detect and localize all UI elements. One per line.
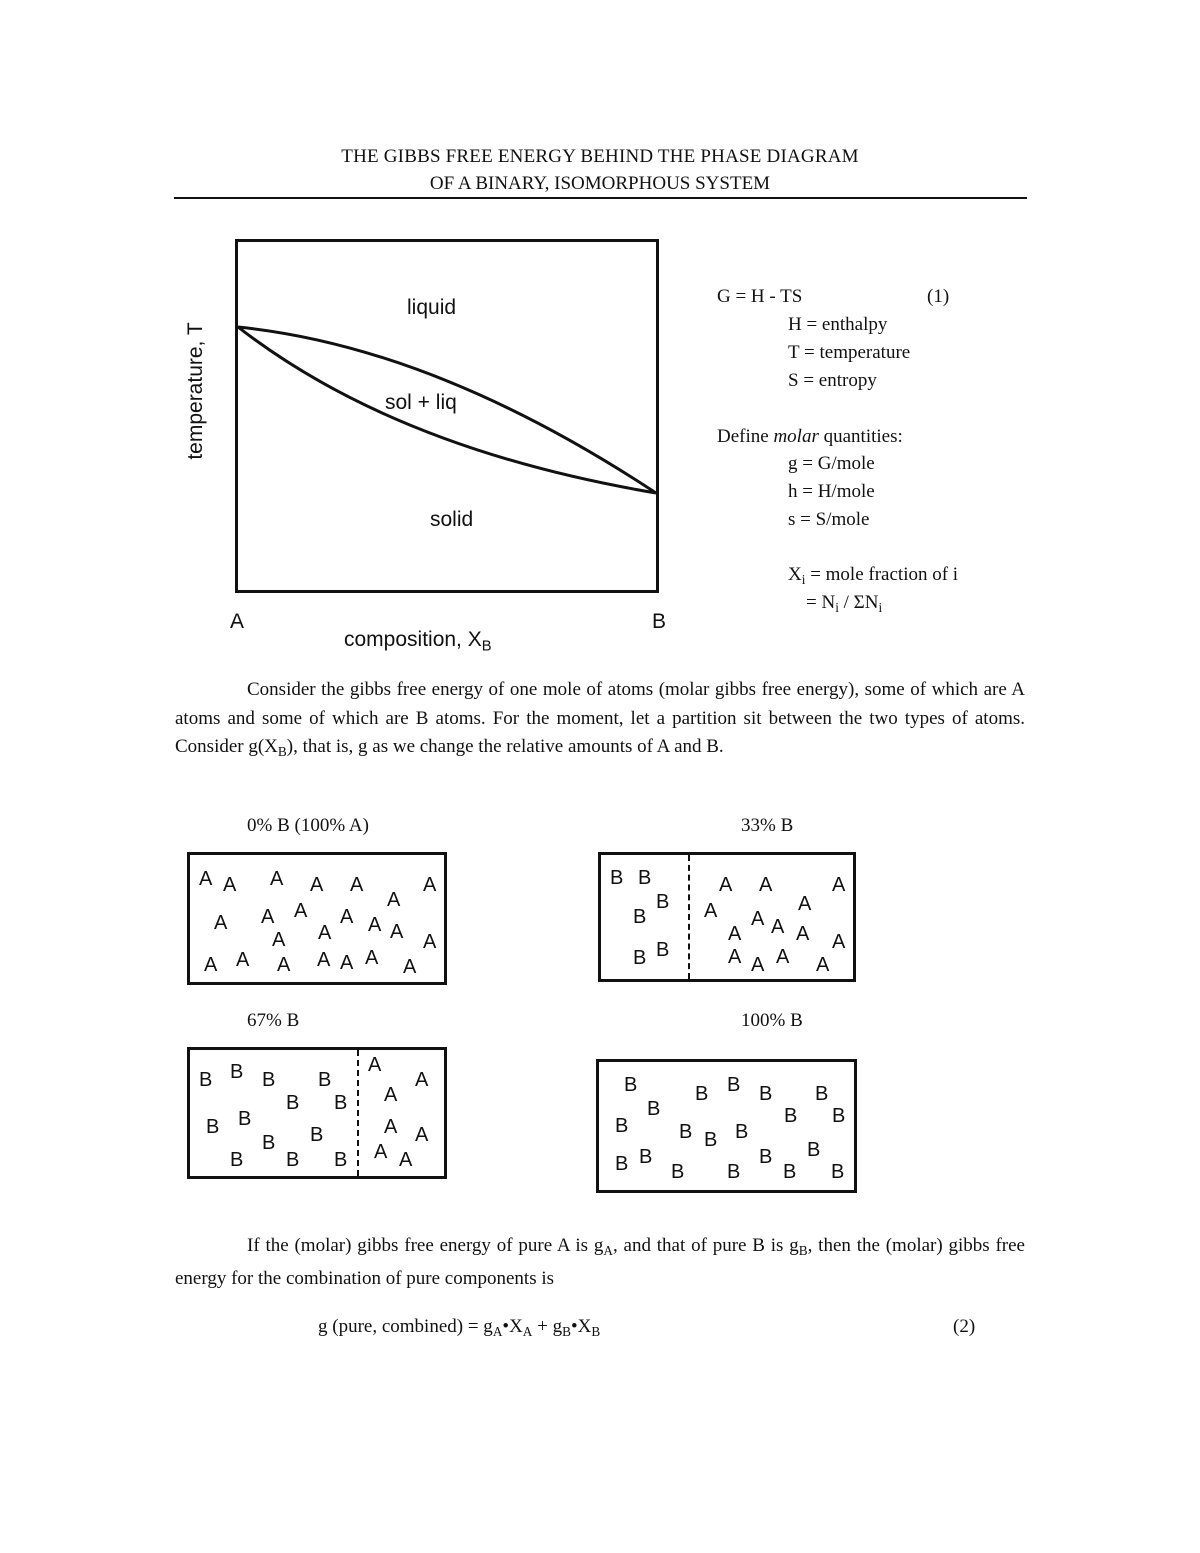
atom-b: B	[831, 1161, 845, 1183]
molar-h-definition: h = H/mole	[788, 481, 875, 502]
atom-b: B	[807, 1139, 821, 1161]
atom-b: B	[784, 1105, 798, 1127]
atom-a: A	[796, 923, 810, 945]
atom-b: B	[310, 1124, 324, 1146]
atom-a: A	[415, 1124, 429, 1146]
equation-1-number: (1)	[927, 286, 950, 307]
enthalpy-definition: H = enthalpy	[788, 314, 888, 335]
equation-1: G = H - TS	[717, 286, 803, 307]
atom-a: A	[368, 914, 382, 936]
atom-a: A	[350, 874, 364, 896]
atom-b: B	[286, 1149, 300, 1171]
equation-2: g (pure, combined) = $g_A•X_A$ + $g_B•X_B$	[318, 1316, 601, 1339]
atom-b: B	[199, 1069, 213, 1091]
atom-a: A	[751, 954, 765, 976]
atom-a: A	[387, 889, 401, 911]
atom-b: B	[815, 1083, 829, 1105]
temperature-definition: T = temperature	[788, 342, 911, 363]
atom-b: B	[647, 1098, 661, 1120]
molar-quantities-heading: Define molar quantities:	[717, 426, 903, 447]
partition-divider	[688, 855, 690, 979]
atom-a: A	[751, 908, 765, 930]
atom-b: B	[656, 939, 670, 961]
atom-b: B	[633, 906, 647, 928]
atom-a: A	[204, 954, 218, 976]
atom-b: B	[759, 1146, 773, 1168]
atom-b: B	[610, 867, 624, 889]
molar-g-definition: g = G/mole	[788, 453, 875, 474]
title-rule	[174, 197, 1027, 199]
atom-a: A	[261, 906, 275, 928]
atom-a: A	[236, 949, 250, 971]
mole-fraction-definition: $X_i$ = mole fraction of i	[788, 564, 959, 587]
atom-b: B	[735, 1121, 749, 1143]
title-line-2: OF A BINARY, ISOMORPHOUS SYSTEM	[429, 173, 771, 194]
box-33-percent-b	[598, 852, 856, 982]
paragraph-pure-components: If the (molar) gibbs free energy of pure A is $g_A$, and that of pure B is $g_B$, then the (molar) gibbs free energy for the combination of pure components is	[175, 1235, 1025, 1290]
atom-b: B	[727, 1161, 741, 1183]
atom-b: B	[334, 1092, 348, 1114]
atom-a: A	[832, 931, 846, 953]
atom-b: B	[832, 1105, 846, 1127]
atom-a: A	[403, 956, 417, 978]
entropy-definition: S = entropy	[788, 370, 877, 391]
atom-a: A	[368, 1054, 382, 1076]
axis-end-a: A	[230, 610, 245, 633]
atom-a: A	[318, 922, 332, 944]
mole-fraction-formula: = $N_i / \Sigma N_i$	[806, 592, 883, 615]
atom-b: B	[615, 1115, 629, 1137]
equation-2-number: (2)	[953, 1316, 976, 1337]
caption-100-percent-b: 100% B	[741, 1010, 803, 1031]
atom-b: B	[262, 1132, 276, 1154]
box-67-percent-b	[187, 1047, 447, 1179]
atom-b: B	[783, 1161, 797, 1183]
atom-a: A	[798, 893, 812, 915]
atom-a: A	[728, 946, 742, 968]
region-liquid-label: liquid	[407, 296, 457, 319]
atom-a: A	[223, 874, 237, 896]
atom-a: A	[390, 921, 404, 943]
atom-a: A	[272, 929, 286, 951]
atom-b: B	[262, 1069, 276, 1091]
atom-b: B	[759, 1083, 773, 1105]
atom-b: B	[334, 1149, 348, 1171]
atom-a: A	[771, 916, 785, 938]
atom-b: B	[695, 1083, 709, 1105]
atom-a: A	[340, 952, 354, 974]
atom-a: A	[214, 912, 228, 934]
phase-diagram-curves	[235, 239, 659, 593]
atom-a: A	[294, 900, 308, 922]
atom-a: A	[719, 874, 733, 896]
atom-a: A	[399, 1149, 413, 1171]
atom-b: B	[656, 891, 670, 913]
caption-67-percent-b: 67% B	[247, 1010, 300, 1031]
atom-a: A	[277, 954, 291, 976]
atom-a: A	[384, 1084, 398, 1106]
atom-b: B	[286, 1092, 300, 1114]
title-line-1: THE GIBBS FREE ENERGY BEHIND THE PHASE DIAGRAM	[341, 146, 859, 167]
atom-a: A	[759, 874, 773, 896]
molar-s-definition: s = S/mole	[788, 509, 870, 530]
atom-a: A	[776, 946, 790, 968]
atom-a: A	[423, 931, 437, 953]
atom-b: B	[230, 1149, 244, 1171]
atom-b: B	[679, 1121, 693, 1143]
partition-divider	[357, 1050, 359, 1176]
atom-a: A	[317, 949, 331, 971]
atom-a: A	[374, 1141, 388, 1163]
atom-b: B	[624, 1074, 638, 1096]
axis-end-b: B	[652, 610, 667, 633]
atom-b: B	[704, 1129, 718, 1151]
atom-a: A	[365, 947, 379, 969]
y-axis-label: temperature, T	[184, 322, 207, 460]
atom-b: B	[671, 1161, 685, 1183]
box-0-percent-b	[187, 852, 447, 985]
atom-b: B	[318, 1069, 332, 1091]
atom-a: A	[423, 874, 437, 896]
paragraph-partition: Consider the gibbs free energy of one mole of atoms (molar gibbs free energy), some of which are A atoms and some of which are B atoms. For the moment, let a partition sit between the two types of atoms. Consider $g(X_B)$, that is, g as we change the relative amounts of A and B.	[175, 679, 1025, 759]
atom-a: A	[340, 906, 354, 928]
atom-a: A	[310, 874, 324, 896]
atom-b: B	[639, 1146, 653, 1168]
atom-a: A	[704, 900, 718, 922]
caption-0-percent-b: 0% B (100% A)	[247, 815, 369, 836]
caption-33-percent-b: 33% B	[741, 815, 794, 836]
atom-b: B	[206, 1116, 220, 1138]
box-100-percent-b	[596, 1059, 857, 1193]
atom-b: B	[638, 867, 652, 889]
atom-a: A	[415, 1069, 429, 1091]
atom-a: A	[384, 1116, 398, 1138]
x-axis-label: composition, $X_B$	[344, 628, 492, 655]
region-solid-label: solid	[430, 508, 474, 531]
atom-a: A	[832, 874, 846, 896]
region-sol-liq-label: sol + liq	[385, 391, 457, 414]
atom-b: B	[615, 1153, 629, 1175]
atom-b: B	[238, 1108, 252, 1130]
atom-a: A	[728, 923, 742, 945]
atom-a: A	[816, 954, 830, 976]
atom-b: B	[230, 1061, 244, 1083]
atom-b: B	[727, 1074, 741, 1096]
atom-b: B	[633, 947, 647, 969]
atom-a: A	[270, 868, 284, 890]
atom-a: A	[199, 868, 213, 890]
